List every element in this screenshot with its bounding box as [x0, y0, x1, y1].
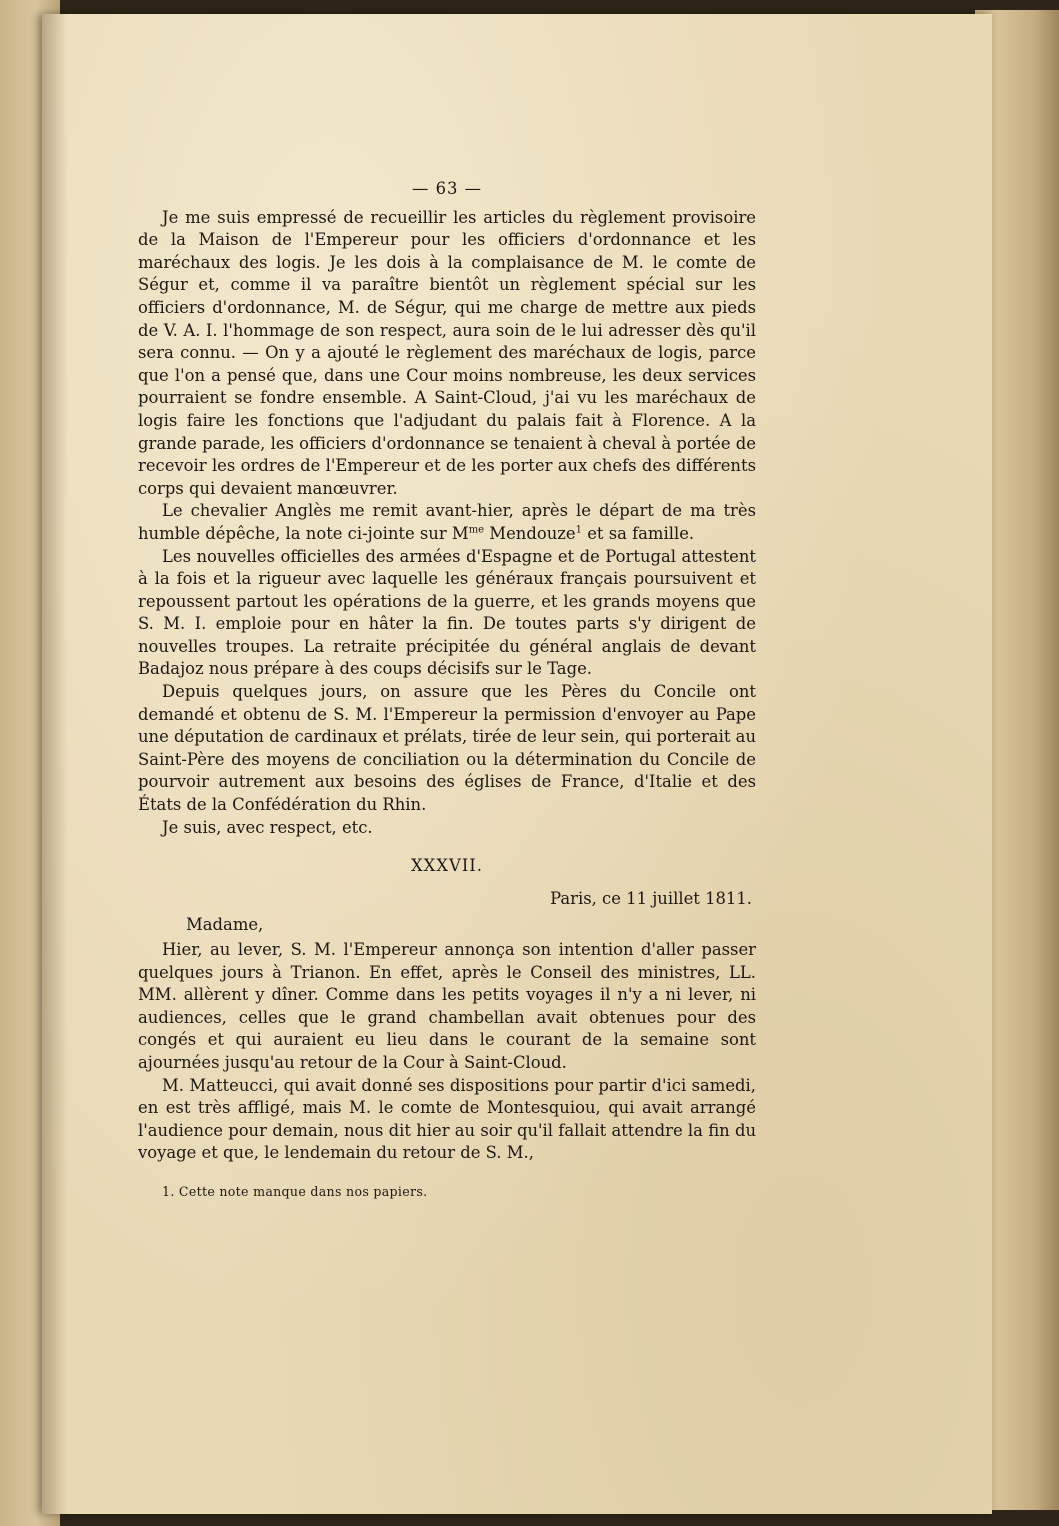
paragraph-concile: Depuis quelques jours, on assure que les Pères du Concile ont demandé et obtenu de S. M. l'Empereur la permission d'envoyer au Pape une députation de cardinaux et prélats, tirée de leur sein, qui porterait au Saint-Père des moyens de conciliation ou la détermination du Concile de pourvoir autrement aux besoins des églises de France, d'Italie et des États de la Confédération du Rhin.: [138, 682, 756, 815]
paragraph-trianon: Hier, au lever, S. M. l'Empereur annonça son intention d'aller passer quelques jours à Trianon. En effet, après le Conseil des ministres, LL. MM. allèrent y dîner. Comme dans les petits voyages il n'y a ni lever, ni audiences, celles que le grand chambellan avait obtenues pour des congés et qui auraient eu lieu dans le courant de la semaine sont ajournées jusqu'au retour de la Cour à Saint-Cloud.: [138, 940, 756, 1072]
paragraph-closing: Je suis, avec respect, etc.: [162, 817, 373, 837]
person-name: Mendouze: [484, 523, 576, 543]
footnote-marker: 1: [575, 524, 582, 536]
page-number: — 63 —: [411, 179, 483, 198]
paragraph-matteucci: M. Matteucci, qui avait donné ses dispositions pour partir d'ici samedi, en est très affligé, mais M. le comte de Montesquiou, qui avait arrangé l'audience pour demain, nous dit hier au soir qu'il fallait attendre la fin du voyage et que, le lendemain du retour de S. M.,: [138, 1075, 756, 1163]
footnote-text: 1. Cette note manque dans nos papiers.: [162, 1183, 428, 1199]
honorific-superscript: me: [468, 524, 485, 536]
page-text-block: [138, 178, 756, 1201]
paragraph-angles-note: [138, 500, 756, 545]
letter-salutation: Madame,: [186, 915, 264, 935]
page-gutter-shadow: [42, 14, 68, 1514]
letter-number-heading: XXXVII.: [410, 856, 483, 876]
paragraph-angles-end: et sa famille.: [581, 523, 695, 543]
paragraph-reglement: Je me suis empressé de recueillir les articles du règlement provisoire de la Maison de l'Empereur pour les officiers d'ordonnance et les maréchaux des logis. Je les dois à la complaisance de M. le comte de Ségur et, comme il va paraître bientôt un règlement spécial sur les officiers d'ordonnance, M. de Ségur, qui me charge de mettre aux pieds de V. A. I. l'hommage de son respect, aura soin de le lui adresser dès qu'il sera connu. — On y a ajouté le règlement des maréchaux de logis, parce que l'on a pensé que, dans une Cour moins nombreuse, les deux services pourraient se fondre ensemble. A Saint-Cloud, j'ai vu les maréchaux de logis faire les fonctions que l'adjudant du palais fait à Florence. A la grande parade, les officiers d'ordonnance se tenaient à cheval à portée de recevoir les ordres de l'Empereur et de les porter aux chefs des différents corps qui devaient manœuvrer.: [138, 207, 756, 498]
paragraph-angles-text: Le chevalier Anglès me remit avant-hier, après le départ de ma très humble dépêche, la note ci-jointe sur M: [138, 501, 756, 543]
letter-dateline: Paris, ce 11 juillet 1811.: [550, 888, 752, 908]
paragraph-armees: Les nouvelles officielles des armées d'Espagne et de Portugal attestent à la fois et la rigueur avec laquelle les généraux français poursuivent et repoussent partout les opérations de la guerre, et les grands moyens que S. M. I. emploie pour en hâter la fin. De toutes parts s'y dirigent de nouvelles troupes. La retraite précipitée du général anglais de devant Badajoz nous prépare à des coups décisifs sur le Tage.: [138, 546, 756, 679]
